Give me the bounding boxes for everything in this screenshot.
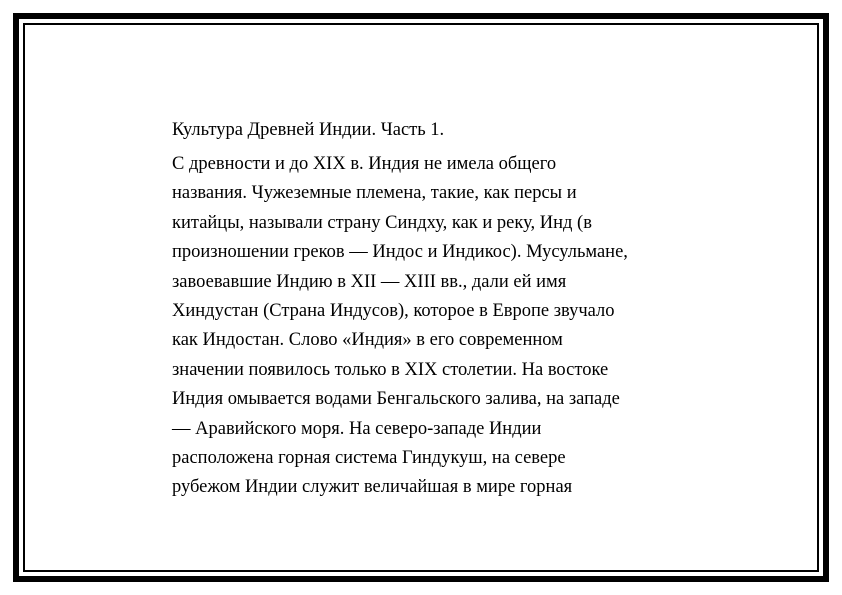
body-text-line: — Аравийского моря. На северо-западе Индии (172, 418, 542, 439)
body-text-line: произношении греков — Индос и Индикос). Мусульмане, (172, 242, 628, 263)
body-text-line: расположена горная система Гиндукуш, на севере (172, 448, 566, 469)
body-text-line: китайцы, называли страну Синдху, как и реку, Инд (в (172, 212, 592, 233)
body-text-line: завоевавшие Индию в XII — XIII вв., дали ей имя (172, 271, 567, 292)
slide-content (172, 116, 732, 503)
body-text-line: значении появилось только в XIX столетии. На востоке (172, 359, 609, 380)
slide-title: Культура Древней Индии. Часть 1. (172, 120, 445, 140)
body-text-line: С древности и до XIX в. Индия не имела общего (172, 154, 557, 174)
body-text-line: названия. Чужеземные племена, такие, как персы и (172, 183, 577, 204)
body-text-line: как Индостан. Слово «Индия» в его современном (172, 330, 563, 351)
body-text-line: рубежом Индии служит величайшая в мире горная (172, 477, 573, 498)
body-text-line: Индия омывается водами Бенгальского залива, на западе (172, 389, 620, 410)
body-text-line: Хиндустан (Страна Индусов), которое в Европе звучало (172, 301, 615, 322)
